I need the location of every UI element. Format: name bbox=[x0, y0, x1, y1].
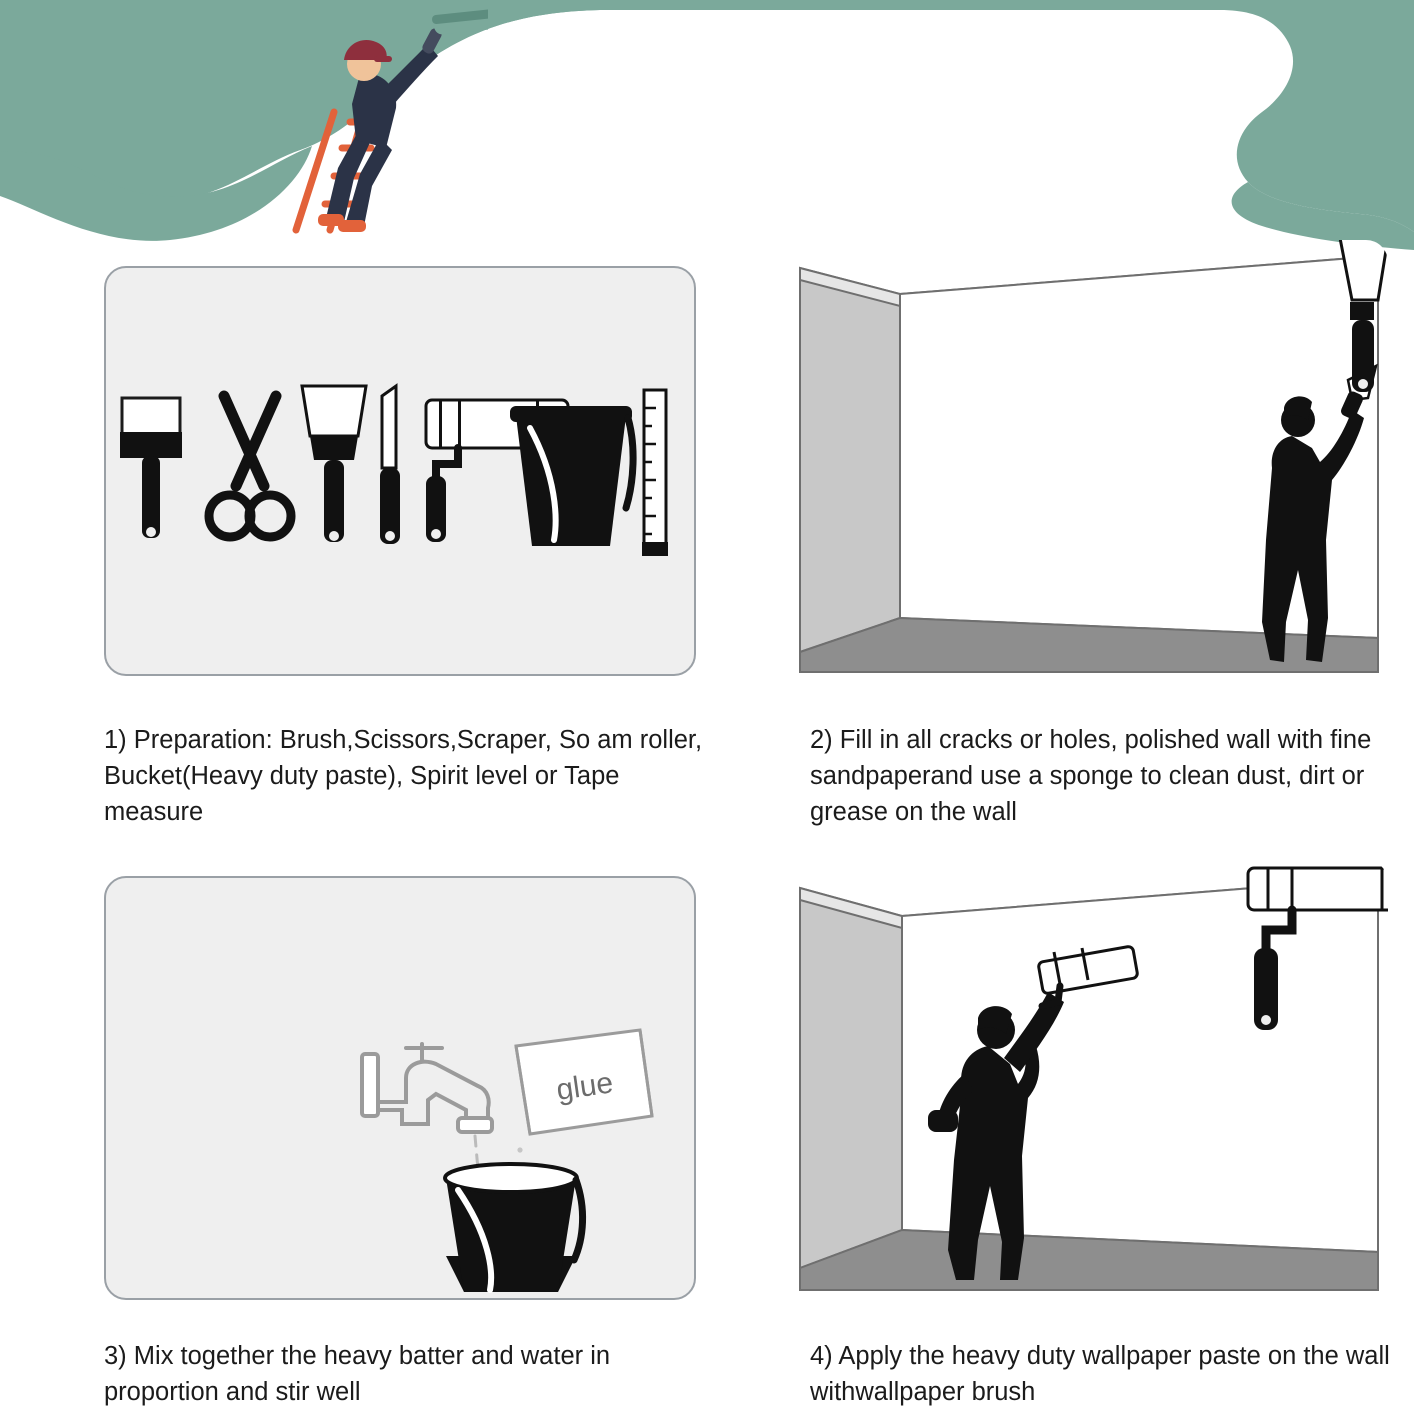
glue-packet-label: glue bbox=[554, 1066, 616, 1107]
step-3-caption bbox=[104, 1338, 704, 1410]
mixing-glue-illustration bbox=[106, 878, 694, 1298]
brush-icon bbox=[120, 398, 182, 538]
step-1-text: Preparation: Brush,Scissors,Scraper, So am roller, Bucket(Heavy duty paste), Spirit level or Tape measure bbox=[104, 726, 703, 827]
step-2-text: Fill in all cracks or holes, polished wall with fine sandpaperand use a sponge to clean dust, dirt or grease on the wall bbox=[810, 726, 1372, 827]
utility-knife-icon bbox=[380, 386, 400, 544]
scraper-icon bbox=[302, 386, 366, 542]
faucet-icon bbox=[362, 1044, 492, 1132]
step-3-text: Mix together the heavy batter and water in proportion and stir well bbox=[104, 1342, 611, 1407]
step-4-text: Apply the heavy duty wallpaper paste on the wall withwallpaper brush bbox=[810, 1342, 1390, 1407]
tools-illustration bbox=[106, 268, 694, 674]
step-2-number: 2) bbox=[810, 726, 833, 754]
step-2-caption bbox=[810, 722, 1390, 831]
tape-measure-icon bbox=[642, 390, 668, 556]
step-1-number: 1) bbox=[104, 726, 127, 754]
scissors-icon bbox=[209, 396, 291, 537]
step-1-image bbox=[104, 266, 696, 676]
wall-scraping-illustration bbox=[792, 240, 1388, 680]
bucket-icon bbox=[445, 1164, 583, 1292]
step-4-number: 4) bbox=[810, 1342, 833, 1370]
step-4-caption bbox=[810, 1338, 1390, 1410]
step-4-image bbox=[792, 860, 1388, 1300]
bucket-icon bbox=[510, 406, 633, 546]
step-2-image bbox=[792, 240, 1388, 680]
rolling-paste-illustration bbox=[792, 860, 1388, 1300]
step-3-image bbox=[104, 876, 696, 1300]
step-3-number: 3) bbox=[104, 1342, 127, 1370]
glue-packet-icon bbox=[516, 1030, 652, 1134]
page-title: Installation steps bbox=[535, 79, 1085, 153]
step-1-caption bbox=[104, 722, 704, 831]
